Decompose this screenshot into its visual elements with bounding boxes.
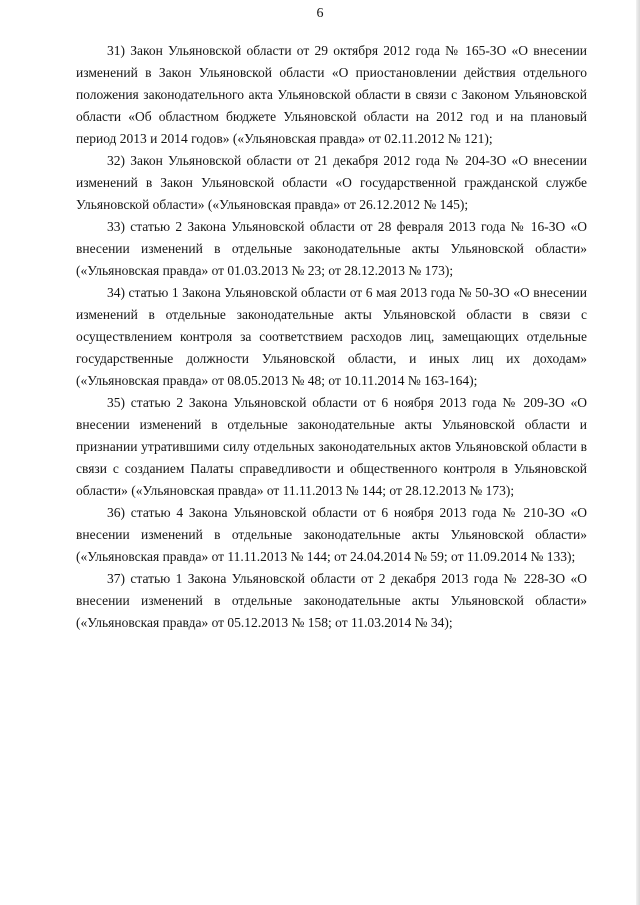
list-item-35: 35) статью 2 Закона Ульяновской области от 6 ноября 2013 года № 209-ЗО «О внесении изменений в отдельные законодательные акты Ульяновской области и признании утратившими силу отдельных законодательных актов Ульяновской области в связи с созданием Палаты справедливости и общественного контроля в Ульяновской области» («Ульяновская правда» от 11.11.2013 № 144; от 28.12.2013 № 173); xyxy=(76,395,587,498)
list-item-34: 34) статью 1 Закона Ульяновской области от 6 мая 2013 года № 50-ЗО «О внесении изменений в отдельные законодательные акты Ульяновской области в связи с осуществлением контроля за соответствием расходов лиц, замещающих отдельные государственные должности Ульяновской области, и иных лиц их доходам» («Ульяновская правда» от 08.05.2013 № 48; от 10.11.2014 № 163-164); xyxy=(76,285,587,388)
law-list xyxy=(76,40,587,634)
list-item-32: 32) Закон Ульяновской области от 21 декабря 2012 года № 204-ЗО «О внесении изменений в Закон Ульяновской области «О государственной гражданской службе Ульяновской области» («Ульяновская правда» от 26.12.2012 № 145); xyxy=(76,153,587,212)
scan-edge-shadow xyxy=(636,0,640,905)
list-item-37: 37) статью 1 Закона Ульяновской области от 2 декабря 2013 года № 228-ЗО «О внесении изменений в отдельные законодательные акты Ульяновской области» («Ульяновская правда» от 05.12.2013 № 158; от 11.03.2014 № 34); xyxy=(76,571,587,630)
page-number: 6 xyxy=(316,6,324,21)
list-item-36: 36) статью 4 Закона Ульяновской области от 6 ноября 2013 года № 210-ЗО «О внесении изменений в отдельные законодательные акты Ульяновской области» («Ульяновская правда» от 11.11.2013 № 144; от 24.04.2014 № 59; от 11.09.2014 № 133); xyxy=(76,505,587,564)
list-item-31: 31) Закон Ульяновской области от 29 октября 2012 года № 165-ЗО «О внесении изменений в Закон Ульяновской области «О приостановлении действия отдельного положения законодательного акта Ульяновской области в связи с Законом Ульяновской области «Об областном бюджете Ульяновской области на 2012 год и на плановый период 2013 и 2014 годов» («Ульяновская правда» от 02.11.2012 № 121); xyxy=(76,43,587,146)
list-item-33: 33) статью 2 Закона Ульяновской области от 28 февраля 2013 года № 16-ЗО «О внесении изменений в отдельные законодательные акты Ульяновской области» («Ульяновская правда» от 01.03.2013 № 23; от 28.12.2013 № 173); xyxy=(76,219,587,278)
